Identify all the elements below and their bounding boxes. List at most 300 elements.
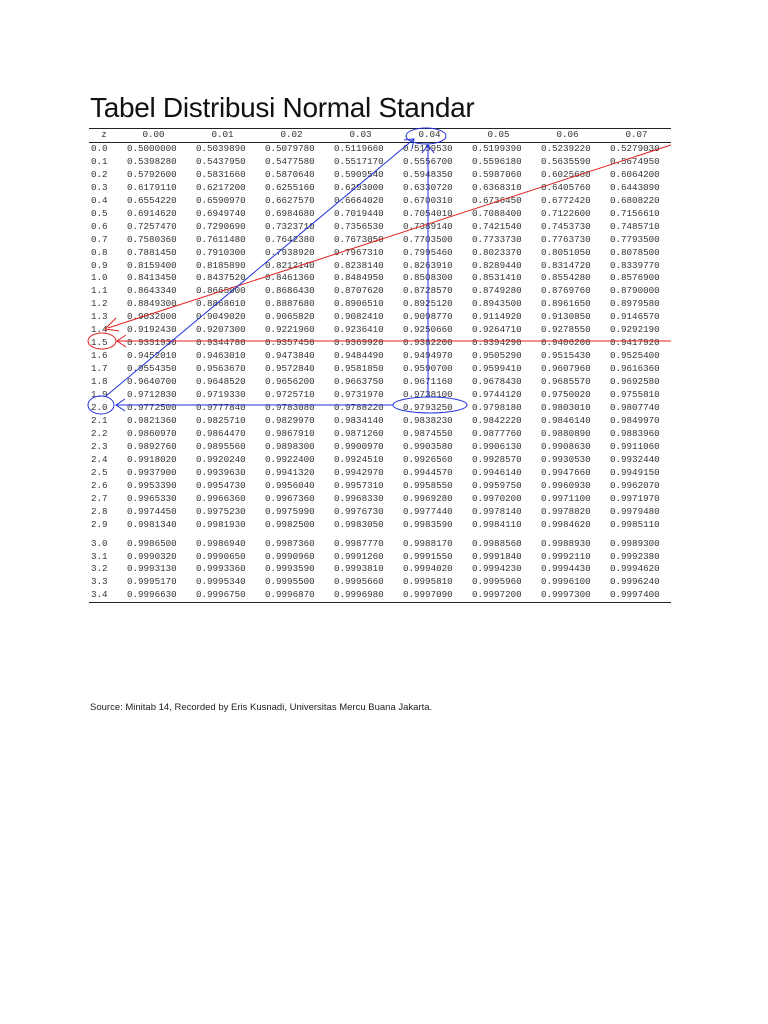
table-row: [89, 538, 671, 551]
probability-cell: 0.5279030: [610, 142, 660, 154]
table-row: [89, 324, 671, 337]
probability-cell: 0.6700310: [403, 194, 453, 206]
probability-cell: 0.6772420: [541, 194, 591, 206]
probability-cell: 0.9918020: [127, 453, 177, 465]
probability-cell: 0.8159400: [127, 259, 177, 271]
probability-cell: 0.9860970: [127, 427, 177, 439]
table-row: [89, 350, 671, 363]
probability-cell: 0.9292190: [610, 324, 660, 336]
probability-cell: 0.8413450: [127, 272, 177, 284]
probability-cell: 0.7290690: [196, 220, 246, 232]
probability-cell: 0.9821360: [127, 414, 177, 426]
table-row: [89, 337, 671, 350]
column-header: 0.00: [119, 129, 188, 143]
column-header: 0.06: [533, 129, 602, 143]
column-header-z: z: [89, 129, 119, 143]
probability-cell: 0.5792600: [127, 168, 177, 180]
probability-cell: 0.8289440: [472, 259, 522, 271]
z-value-cell: 2.3: [91, 440, 108, 452]
z-value-cell: 1.7: [91, 363, 108, 375]
table-row: [89, 298, 671, 311]
probability-cell: 0.9984620: [541, 518, 591, 530]
table-row: [89, 519, 671, 532]
probability-cell: 0.5239220: [541, 142, 591, 154]
probability-cell: 0.9967360: [265, 492, 315, 504]
probability-cell: 0.7156610: [610, 207, 660, 219]
probability-cell: 0.9772500: [127, 402, 177, 414]
probability-cell: 0.8749280: [472, 285, 522, 297]
probability-cell: 0.9572840: [265, 363, 315, 375]
probability-cell: 0.9908630: [541, 440, 591, 452]
probability-cell: 0.5831660: [196, 168, 246, 180]
probability-cell: 0.9554350: [127, 363, 177, 375]
z-value-cell: 1.4: [91, 324, 108, 336]
probability-cell: 0.8728570: [403, 285, 453, 297]
probability-cell: 0.9738100: [403, 389, 453, 401]
probability-cell: 0.8906510: [334, 298, 384, 310]
probability-cell: 0.7967310: [334, 246, 384, 258]
z-value-cell: 1.2: [91, 298, 108, 310]
probability-cell: 0.9515430: [541, 350, 591, 362]
table-row: [89, 285, 671, 298]
probability-cell: 0.8925120: [403, 298, 453, 310]
probability-cell: 0.5870640: [265, 168, 315, 180]
probability-cell: 0.9725710: [265, 389, 315, 401]
probability-cell: 0.9970200: [472, 492, 522, 504]
z-value-cell: 1.0: [91, 272, 108, 284]
probability-cell: 0.9993590: [265, 563, 315, 575]
probability-cell: 0.9988560: [472, 537, 522, 549]
probability-cell: 0.6405760: [541, 181, 591, 193]
probability-cell: 0.9871260: [334, 427, 384, 439]
probability-cell: 0.9678430: [472, 376, 522, 388]
probability-cell: 0.9744120: [472, 389, 522, 401]
probability-cell: 0.9977440: [403, 505, 453, 517]
probability-cell: 0.5517170: [334, 155, 384, 167]
probability-cell: 0.9807740: [610, 402, 660, 414]
probability-cell: 0.9922400: [265, 453, 315, 465]
z-value-cell: 2.6: [91, 479, 108, 491]
probability-cell: 0.7673050: [334, 233, 384, 245]
probability-cell: 0.7580360: [127, 233, 177, 245]
probability-cell: 0.7019440: [334, 207, 384, 219]
table-row: [89, 234, 671, 247]
probability-cell: 0.9996630: [119, 589, 188, 602]
probability-cell: 0.9236410: [334, 324, 384, 336]
probability-cell: 0.8686430: [265, 285, 315, 297]
probability-cell: 0.7453730: [541, 220, 591, 232]
z-value-cell: 3.4: [89, 589, 119, 602]
probability-cell: 0.9997400: [602, 589, 671, 602]
table-row: [89, 467, 671, 480]
probability-cell: 0.9867910: [265, 427, 315, 439]
probability-cell: 0.9932440: [610, 453, 660, 465]
column-header: 0.02: [257, 129, 326, 143]
table-row: [89, 493, 671, 506]
probability-cell: 0.8769760: [541, 285, 591, 297]
probability-cell: 0.9750020: [541, 389, 591, 401]
probability-cell: 0.6664020: [334, 194, 384, 206]
probability-cell: 0.7910300: [196, 246, 246, 258]
probability-cell: 0.7642380: [265, 233, 315, 245]
z-value-cell: 2.4: [91, 453, 108, 465]
probability-cell: 0.9969280: [403, 492, 453, 504]
probability-cell: 0.6627570: [265, 194, 315, 206]
table-header-row: [89, 129, 671, 143]
probability-cell: 0.9956040: [265, 479, 315, 491]
probability-cell: 0.7611480: [196, 233, 246, 245]
probability-cell: 0.6443090: [610, 181, 660, 193]
probability-cell: 0.9406200: [541, 337, 591, 349]
table-row: [89, 376, 671, 389]
probability-cell: 0.6064200: [610, 168, 660, 180]
probability-cell: 0.9207300: [196, 324, 246, 336]
table-row: [89, 195, 671, 208]
probability-cell: 0.8023370: [472, 246, 522, 258]
column-header: 0.05: [464, 129, 533, 143]
z-value-cell: 0.4: [91, 194, 108, 206]
probability-cell: 0.9838230: [403, 414, 453, 426]
probability-cell: 0.6025680: [541, 168, 591, 180]
probability-cell: 0.8707620: [334, 285, 384, 297]
probability-cell: 0.9590700: [403, 363, 453, 375]
probability-cell: 0.5119660: [334, 142, 384, 154]
column-header: 0.03: [326, 129, 395, 143]
probability-cell: 0.8576900: [610, 272, 660, 284]
z-value-cell: 3.2: [91, 563, 108, 575]
z-value-cell: 1.9: [91, 389, 108, 401]
probability-cell: 0.5437950: [196, 155, 246, 167]
probability-cell: 0.6590970: [196, 194, 246, 206]
probability-cell: 0.9996870: [257, 589, 326, 602]
probability-cell: 0.9993810: [334, 563, 384, 575]
probability-cell: 0.9971100: [541, 492, 591, 504]
probability-cell: 0.9692580: [610, 376, 660, 388]
probability-cell: 0.9640700: [127, 376, 177, 388]
probability-cell: 0.7356530: [334, 220, 384, 232]
probability-cell: 0.8437520: [196, 272, 246, 284]
z-value-cell: 0.2: [91, 168, 108, 180]
probability-cell: 0.9032000: [127, 311, 177, 323]
probability-cell: 0.5079780: [265, 142, 315, 154]
probability-cell: 0.7323710: [265, 220, 315, 232]
probability-cell: 0.9607960: [541, 363, 591, 375]
z-value-cell: 1.8: [91, 376, 108, 388]
probability-cell: 0.9953390: [127, 479, 177, 491]
probability-cell: 0.9992380: [610, 550, 660, 562]
probability-cell: 0.5674950: [610, 155, 660, 167]
probability-cell: 0.5556700: [403, 155, 453, 167]
probability-cell: 0.7389140: [403, 220, 453, 232]
table-row: [89, 454, 671, 467]
z-value-cell: 1.3: [91, 311, 108, 323]
table-row: [89, 247, 671, 260]
table-row: [89, 182, 671, 195]
probability-cell: 0.5000000: [127, 142, 177, 154]
probability-cell: 0.8961650: [541, 298, 591, 310]
probability-cell: 0.7054010: [403, 207, 453, 219]
probability-cell: 0.9995340: [196, 576, 246, 588]
probability-cell: 0.7257470: [127, 220, 177, 232]
probability-cell: 0.9599410: [472, 363, 522, 375]
probability-cell: 0.9937900: [127, 466, 177, 478]
z-value-cell: 0.9: [91, 259, 108, 271]
probability-cell: 0.9648520: [196, 376, 246, 388]
z-value-cell: 2.1: [91, 414, 108, 426]
table-row: [89, 441, 671, 454]
probability-cell: 0.9946140: [472, 466, 522, 478]
probability-cell: 0.9986940: [196, 537, 246, 549]
probability-cell: 0.9463010: [196, 350, 246, 362]
z-value-cell: 0.8: [91, 246, 108, 258]
probability-cell: 0.9924510: [334, 453, 384, 465]
z-value-cell: 2.5: [91, 466, 108, 478]
z-value-cell: 3.1: [91, 550, 108, 562]
probability-cell: 0.9250660: [403, 324, 453, 336]
probability-cell: 0.9895560: [196, 440, 246, 452]
probability-cell: 0.6179110: [127, 181, 177, 193]
probability-cell: 0.9995660: [334, 576, 384, 588]
table-row: [89, 563, 671, 576]
probability-cell: 0.9825710: [196, 414, 246, 426]
probability-cell: 0.9264710: [472, 324, 522, 336]
probability-cell: 0.5909540: [334, 168, 384, 180]
probability-cell: 0.9994620: [610, 563, 660, 575]
z-value-cell: 0.5: [91, 207, 108, 219]
probability-cell: 0.6217200: [196, 181, 246, 193]
table-body: [89, 142, 671, 602]
source-note: Source: Minitab 14, Recorded by Eris Kusnadi, Universitas Mercu Buana Jakarta.: [90, 702, 433, 713]
probability-cell: 0.8849300: [127, 298, 177, 310]
probability-cell: 0.8887680: [265, 298, 315, 310]
probability-cell: 0.9357450: [265, 337, 315, 349]
probability-cell: 0.9719330: [196, 389, 246, 401]
probability-cell: 0.6914620: [127, 207, 177, 219]
probability-cell: 0.9958550: [403, 479, 453, 491]
probability-cell: 0.9997200: [464, 589, 533, 602]
probability-cell: 0.7485710: [610, 220, 660, 232]
table-row: [89, 221, 671, 234]
probability-cell: 0.9663750: [334, 376, 384, 388]
probability-cell: 0.8790000: [610, 285, 660, 297]
probability-cell: 0.9993130: [127, 563, 177, 575]
probability-cell: 0.9344780: [196, 337, 246, 349]
probability-cell: 0.9978820: [541, 505, 591, 517]
table-row: [89, 402, 671, 415]
probability-cell: 0.6736450: [472, 194, 522, 206]
table-row: [89, 589, 671, 602]
probability-cell: 0.9991260: [334, 550, 384, 562]
probability-cell: 0.9098770: [403, 311, 453, 323]
probability-cell: 0.8078500: [610, 246, 660, 258]
z-value-cell: 1.1: [91, 285, 108, 297]
z-value-cell: 0.1: [91, 155, 108, 167]
z-value-cell: 2.8: [91, 505, 108, 517]
probability-cell: 0.9988170: [403, 537, 453, 549]
probability-cell: 0.9065820: [265, 311, 315, 323]
probability-cell: 0.9473840: [265, 350, 315, 362]
probability-cell: 0.9997300: [533, 589, 602, 602]
probability-cell: 0.9947660: [541, 466, 591, 478]
probability-cell: 0.9783080: [265, 402, 315, 414]
probability-cell: 0.9995500: [265, 576, 315, 588]
probability-cell: 0.9898300: [265, 440, 315, 452]
probability-cell: 0.9494970: [403, 350, 453, 362]
table-row: [89, 551, 671, 564]
probability-cell: 0.9369920: [334, 337, 384, 349]
probability-cell: 0.6808220: [610, 194, 660, 206]
probability-cell: 0.9755810: [610, 389, 660, 401]
probability-cell: 0.7763730: [541, 233, 591, 245]
probability-cell: 0.8643340: [127, 285, 177, 297]
table-row: [89, 272, 671, 285]
probability-cell: 0.9883960: [610, 427, 660, 439]
probability-cell: 0.7733730: [472, 233, 522, 245]
probability-cell: 0.9978140: [472, 505, 522, 517]
probability-cell: 0.9971970: [610, 492, 660, 504]
probability-cell: 0.9997090: [395, 589, 464, 602]
probability-cell: 0.9842220: [472, 414, 522, 426]
probability-cell: 0.9712830: [127, 389, 177, 401]
probability-cell: 0.8185890: [196, 259, 246, 271]
table-row: [89, 311, 671, 324]
table-row: [89, 428, 671, 441]
probability-cell: 0.8531410: [472, 272, 522, 284]
probability-cell: 0.8314720: [541, 259, 591, 271]
probability-cell: 0.9957310: [334, 479, 384, 491]
probability-cell: 0.8461360: [265, 272, 315, 284]
probability-cell: 0.8979580: [610, 298, 660, 310]
probability-cell: 0.7938920: [265, 246, 315, 258]
probability-cell: 0.5635590: [541, 155, 591, 167]
probability-cell: 0.8051050: [541, 246, 591, 258]
probability-cell: 0.9877760: [472, 427, 522, 439]
probability-cell: 0.9906130: [472, 440, 522, 452]
probability-cell: 0.9417920: [610, 337, 660, 349]
probability-cell: 0.9995810: [403, 576, 453, 588]
probability-cell: 0.9146570: [610, 311, 660, 323]
probability-cell: 0.8508300: [403, 272, 453, 284]
z-value-cell: 1.6: [91, 350, 108, 362]
probability-cell: 0.9996750: [188, 589, 257, 602]
probability-cell: 0.9382200: [403, 337, 453, 349]
probability-cell: 0.9049020: [196, 311, 246, 323]
probability-cell: 0.7793500: [610, 233, 660, 245]
probability-cell: 0.6554220: [127, 194, 177, 206]
probability-cell: 0.9981930: [196, 518, 246, 530]
probability-cell: 0.9981340: [127, 518, 177, 530]
probability-cell: 0.9484490: [334, 350, 384, 362]
z-value-cell: 3.0: [91, 537, 108, 549]
table-row: [89, 208, 671, 221]
probability-cell: 0.7995460: [403, 246, 453, 258]
probability-cell: 0.8339770: [610, 259, 660, 271]
probability-cell: 0.9996980: [326, 589, 395, 602]
probability-cell: 0.5398280: [127, 155, 177, 167]
z-value-cell: 2.9: [91, 518, 108, 530]
probability-cell: 0.9990650: [196, 550, 246, 562]
probability-cell: 0.7088400: [472, 207, 522, 219]
probability-cell: 0.9221960: [265, 324, 315, 336]
probability-cell: 0.7421540: [472, 220, 522, 232]
probability-cell: 0.9986500: [127, 537, 177, 549]
z-value-cell: 2.7: [91, 492, 108, 504]
probability-cell: 0.9965330: [127, 492, 177, 504]
probability-cell: 0.5477580: [265, 155, 315, 167]
probability-cell: 0.9992110: [541, 550, 591, 562]
probability-cell: 0.9954730: [196, 479, 246, 491]
table-row: [89, 389, 671, 402]
probability-cell: 0.9990960: [265, 550, 315, 562]
probability-cell: 0.9975990: [265, 505, 315, 517]
probability-cell: 0.9525400: [610, 350, 660, 362]
probability-cell: 0.8868610: [196, 298, 246, 310]
probability-cell: 0.9930530: [541, 453, 591, 465]
probability-cell: 0.9960930: [541, 479, 591, 491]
probability-cell: 0.9394290: [472, 337, 522, 349]
probability-cell: 0.9949150: [610, 466, 660, 478]
probability-cell: 0.9939630: [196, 466, 246, 478]
probability-cell: 0.8943500: [472, 298, 522, 310]
probability-cell: 0.9505290: [472, 350, 522, 362]
probability-cell: 0.6984680: [265, 207, 315, 219]
column-header: 0.01: [188, 129, 257, 143]
probability-cell: 0.9994020: [403, 563, 453, 575]
probability-cell: 0.5199390: [472, 142, 522, 154]
probability-cell: 0.6368310: [472, 181, 522, 193]
normal-distribution-table: [89, 128, 671, 603]
probability-cell: 0.9846140: [541, 414, 591, 426]
probability-cell: 0.9452010: [127, 350, 177, 362]
probability-cell: 0.9880890: [541, 427, 591, 439]
probability-cell: 0.9990320: [127, 550, 177, 562]
column-header: 0.07: [602, 129, 671, 143]
probability-cell: 0.8484950: [334, 272, 384, 284]
probability-cell: 0.9278550: [541, 324, 591, 336]
probability-cell: 0.5987060: [472, 168, 522, 180]
z-value-cell: 1.5: [91, 337, 108, 349]
probability-cell: 0.9962070: [610, 479, 660, 491]
probability-cell: 0.8212140: [265, 259, 315, 271]
probability-cell: 0.9942970: [334, 466, 384, 478]
probability-cell: 0.9984110: [472, 518, 522, 530]
table-row: [89, 576, 671, 589]
probability-cell: 0.9192430: [127, 324, 177, 336]
probability-cell: 0.9892760: [127, 440, 177, 452]
probability-cell: 0.9975230: [196, 505, 246, 517]
probability-cell: 0.9798180: [472, 402, 522, 414]
probability-cell: 0.9989300: [610, 537, 660, 549]
table-row: [89, 142, 671, 155]
probability-cell: 0.9966360: [196, 492, 246, 504]
probability-cell: 0.5596180: [472, 155, 522, 167]
probability-cell: 0.9581850: [334, 363, 384, 375]
probability-cell: 0.9616360: [610, 363, 660, 375]
probability-cell: 0.9983050: [334, 518, 384, 530]
probability-cell: 0.9974450: [127, 505, 177, 517]
probability-cell: 0.9993360: [196, 563, 246, 575]
probability-cell: 0.9849970: [610, 414, 660, 426]
probability-cell: 0.9995170: [127, 576, 177, 588]
probability-cell: 0.9987770: [334, 537, 384, 549]
probability-cell: 0.9982500: [265, 518, 315, 530]
probability-cell: 0.9996240: [610, 576, 660, 588]
z-value-cell: 2.0: [91, 402, 108, 414]
probability-cell: 0.9903580: [403, 440, 453, 452]
table-row: [89, 156, 671, 169]
page-title: Tabel Distribusi Normal Standar: [90, 92, 475, 123]
probability-cell: 0.7881450: [127, 246, 177, 258]
